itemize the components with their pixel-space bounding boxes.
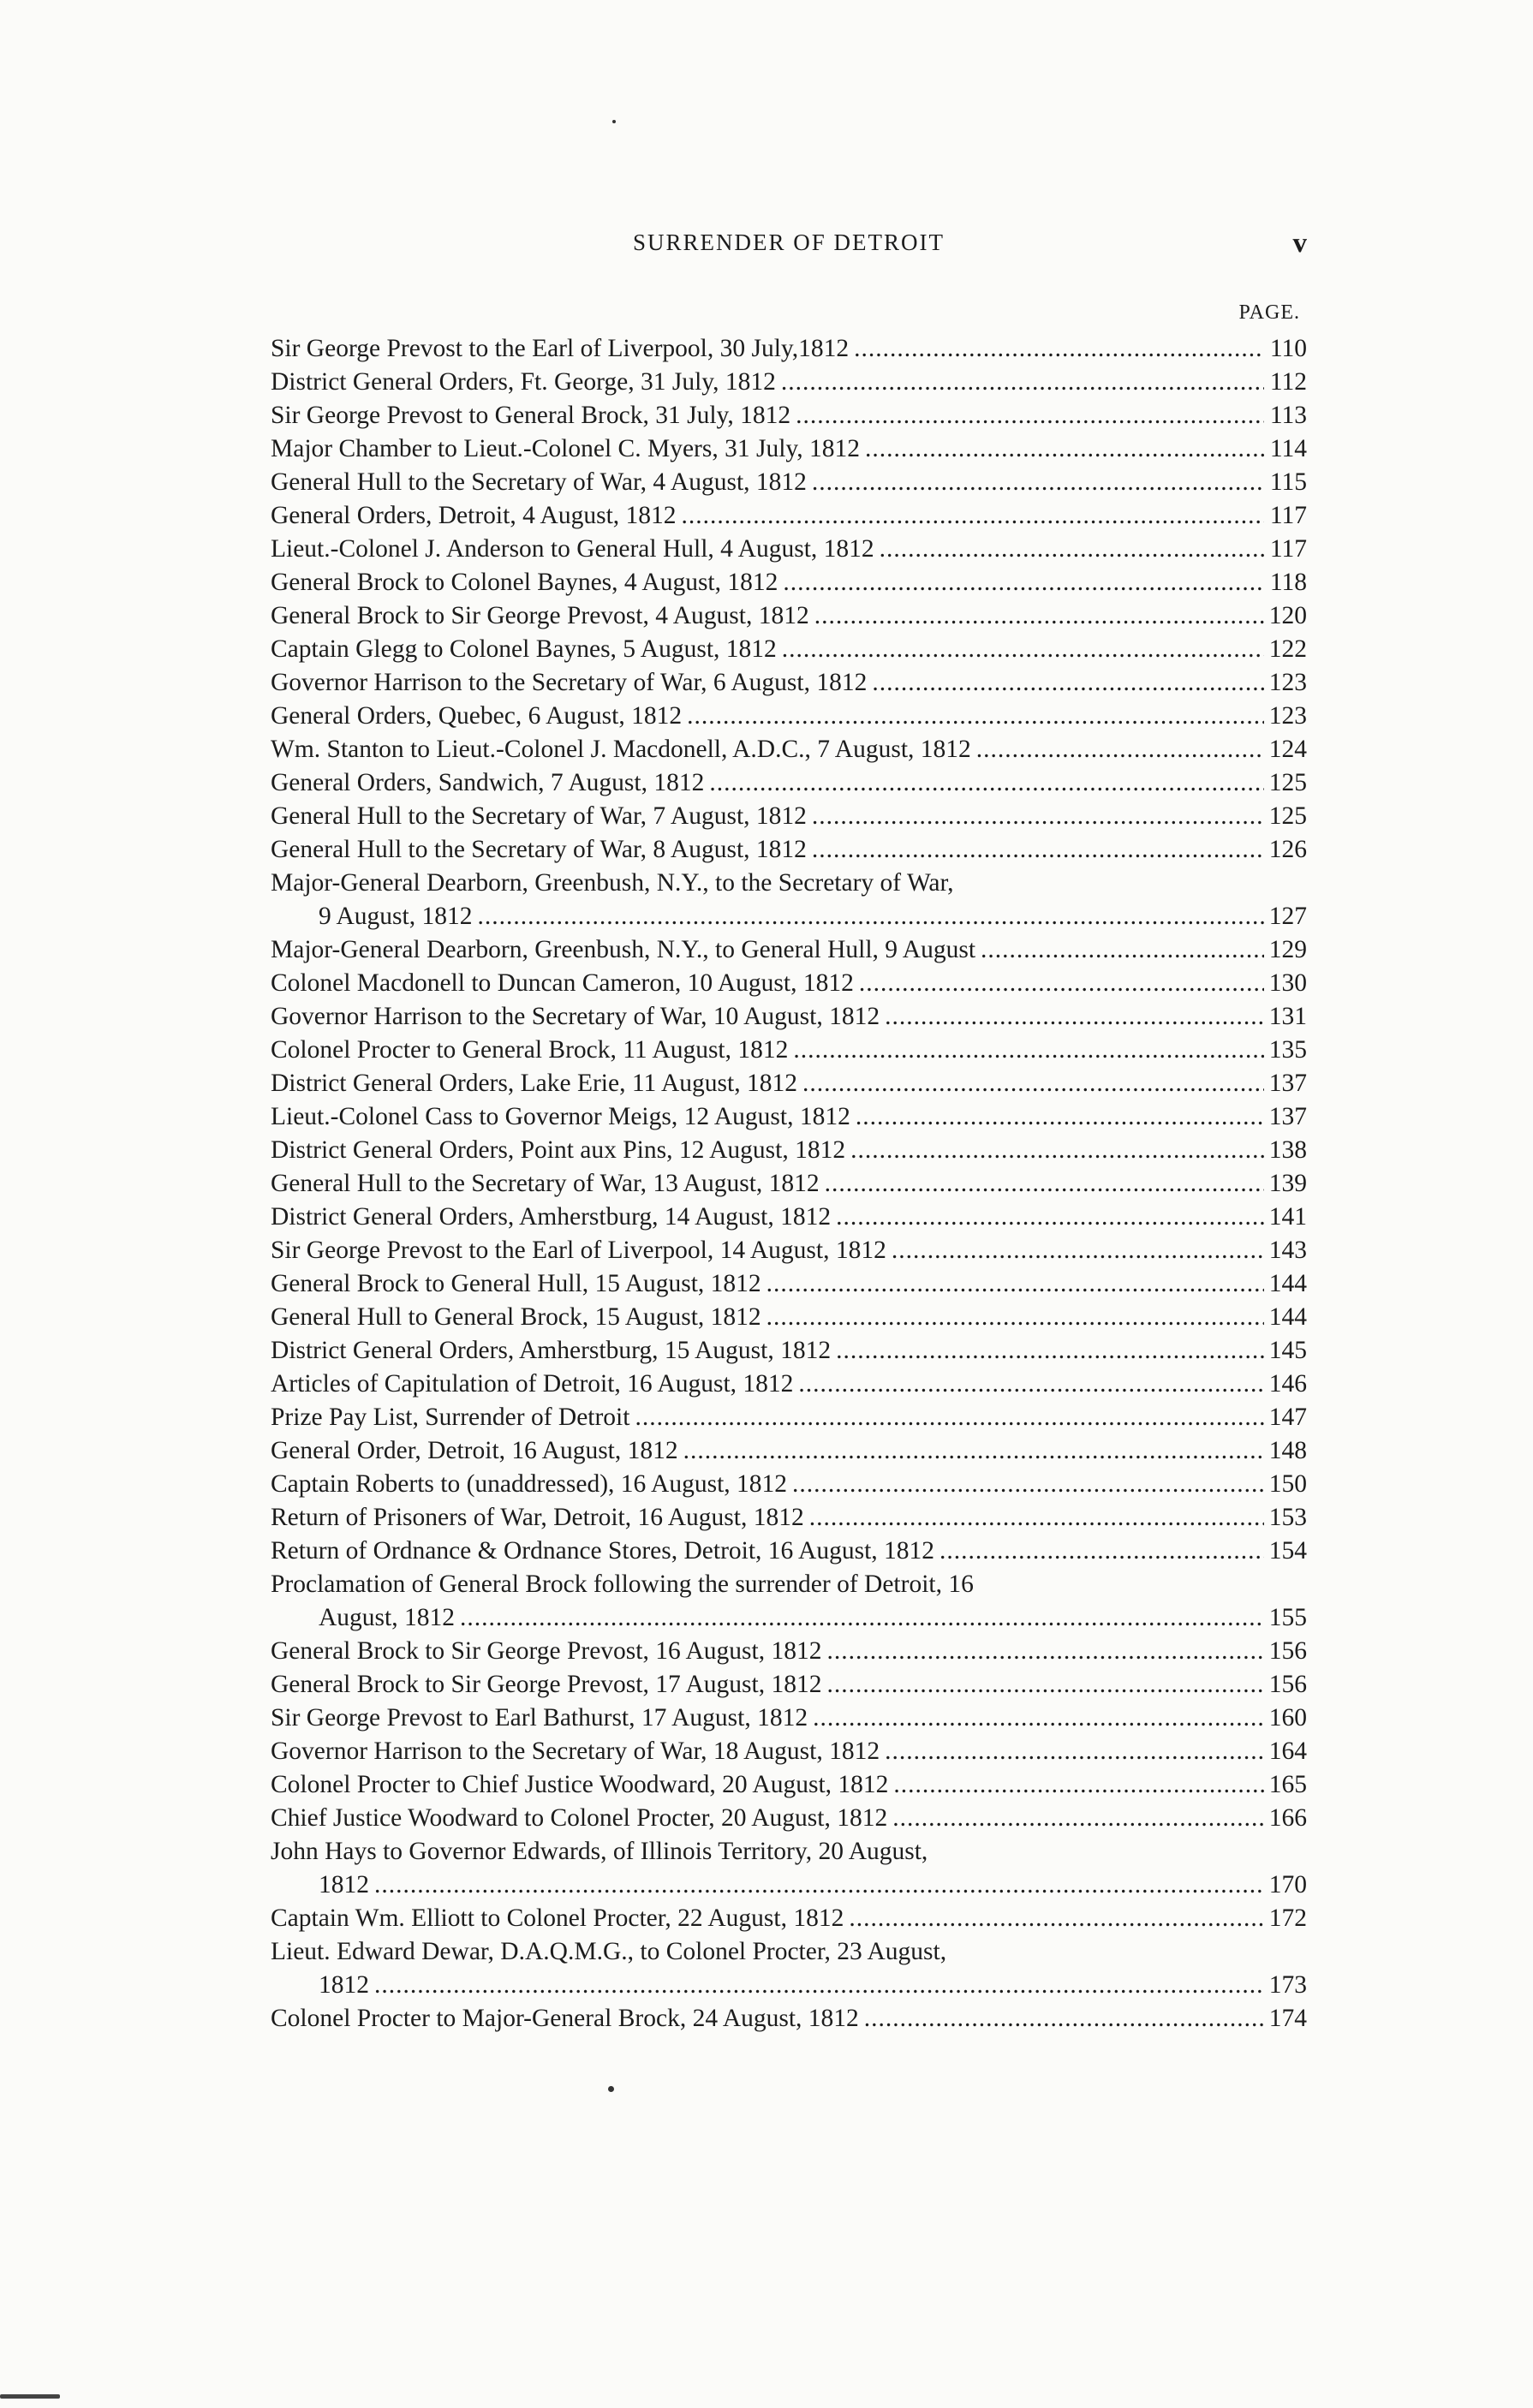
- entry-page-number: 148: [1268, 1437, 1307, 1464]
- dot-leader: [781, 366, 1264, 399]
- entry-title-first-line: Major-General Dearborn, Greenbush, N.Y., to the Secretary of War,: [271, 869, 954, 897]
- toc-entry: [271, 466, 1307, 499]
- toc-entry: [271, 1501, 1307, 1535]
- entry-page-number: 112: [1269, 368, 1307, 396]
- entry-page-number: 123: [1268, 702, 1307, 730]
- toc-entry: [271, 633, 1307, 666]
- toc-entry: [271, 1267, 1307, 1301]
- toc-entry: [271, 599, 1307, 633]
- entry-title: 9 August, 1812: [319, 903, 473, 930]
- dot-leader: [864, 2002, 1264, 2035]
- entry-title: 1812: [319, 1871, 369, 1898]
- toc-entry: [271, 867, 1307, 933]
- entry-title: 1812: [319, 1971, 369, 1999]
- dot-leader: [872, 666, 1263, 700]
- toc-entry: [271, 399, 1307, 432]
- entry-title: Sir George Prevost to the Earl of Liverpool, 30 July,1812: [271, 335, 850, 362]
- entry-page-number: 137: [1268, 1070, 1307, 1097]
- entry-title: General Brock to Sir George Prevost, 4 August, 1812: [271, 602, 809, 629]
- toc-entry: [271, 566, 1307, 599]
- dot-leader: [813, 1702, 1264, 1735]
- toc-entry: [271, 432, 1307, 466]
- dot-leader: [885, 1000, 1264, 1034]
- entry-page-number: 166: [1268, 1804, 1307, 1832]
- entry-page-number: 138: [1268, 1136, 1307, 1164]
- dot-leader: [850, 1134, 1264, 1167]
- toc-entry: [271, 933, 1307, 967]
- entry-page-number: 115: [1269, 468, 1307, 496]
- dot-leader: [892, 1234, 1264, 1267]
- dot-leader: [981, 933, 1264, 967]
- dot-leader: [374, 1969, 1264, 2002]
- toc-entry: [271, 1434, 1307, 1468]
- dot-leader: [939, 1535, 1264, 1568]
- page-folio: v: [1292, 228, 1307, 259]
- entry-title: General Hull to the Secretary of War, 4 August, 1812: [271, 468, 807, 496]
- entry-page-number: 137: [1268, 1103, 1307, 1130]
- entry-title: Captain Glegg to Colonel Baynes, 5 August, 1812: [271, 635, 777, 663]
- toc-entry: [271, 1034, 1307, 1067]
- entry-title: General Brock to Sir George Prevost, 16 August, 1812: [271, 1637, 822, 1665]
- dot-leader: [812, 800, 1264, 833]
- toc-entry: [271, 800, 1307, 833]
- entry-title: Sir George Prevost to General Brock, 31 July, 1812: [271, 402, 791, 429]
- entry-page-number: 144: [1268, 1303, 1307, 1331]
- dot-leader: [826, 1668, 1263, 1702]
- dot-leader: [856, 1100, 1264, 1134]
- scan-speck: [612, 120, 616, 123]
- dot-leader: [880, 533, 1264, 566]
- toc-entry: [271, 1401, 1307, 1434]
- entry-title: General Order, Detroit, 16 August, 1812: [271, 1437, 678, 1464]
- dot-leader: [783, 566, 1264, 599]
- entry-title-first-line: Lieut. Edward Dewar, D.A.Q.M.G., to Colonel Procter, 23 August,: [271, 1938, 947, 1965]
- entry-page-number: 130: [1268, 969, 1307, 997]
- dot-leader: [460, 1601, 1264, 1635]
- entry-title: General Hull to the Secretary of War, 8 August, 1812: [271, 836, 807, 863]
- toc-entry: [271, 1368, 1307, 1401]
- toc-entry: [271, 833, 1307, 867]
- toc-entry: [271, 2002, 1307, 2035]
- entry-page-number: 173: [1268, 1971, 1307, 1999]
- dot-leader: [766, 1267, 1264, 1301]
- entry-title: District General Orders, Point aux Pins, 12 August, 1812: [271, 1136, 846, 1164]
- toc-entry: [271, 766, 1307, 800]
- entry-title: Wm. Stanton to Lieut.-Colonel J. Macdonell, A.D.C., 7 August, 1812: [271, 736, 971, 763]
- entry-page-number: 156: [1268, 1671, 1307, 1698]
- toc-entry: [271, 1100, 1307, 1134]
- entry-page-number: 146: [1268, 1370, 1307, 1398]
- dot-leader: [809, 1501, 1264, 1535]
- dot-leader: [836, 1201, 1264, 1234]
- entry-title: District General Orders, Ft. George, 31 July, 1812: [271, 368, 776, 396]
- toc-entry: [271, 533, 1307, 566]
- entry-title: Return of Ordnance & Ordnance Stores, Detroit, 16 August, 1812: [271, 1537, 935, 1565]
- entry-page-number: 110: [1269, 335, 1307, 362]
- toc-entry: [271, 1535, 1307, 1568]
- entry-title: Colonel Macdonell to Duncan Cameron, 10 August, 1812: [271, 969, 854, 997]
- toc-entry: [271, 1635, 1307, 1668]
- dot-leader: [793, 1034, 1263, 1067]
- toc-entry: [271, 1802, 1307, 1835]
- entry-page-number: 174: [1268, 2005, 1307, 2032]
- entry-page-number: 126: [1268, 836, 1307, 863]
- dot-leader: [683, 1434, 1264, 1468]
- entry-title: General Orders, Detroit, 4 August, 1812: [271, 502, 677, 529]
- entry-page-number: 113: [1269, 402, 1307, 429]
- page-column-label: PAGE.: [1238, 301, 1300, 324]
- entry-title: Articles of Capitulation of Detroit, 16 August, 1812: [271, 1370, 794, 1398]
- entry-page-number: 153: [1268, 1504, 1307, 1531]
- toc-entry: [271, 1201, 1307, 1234]
- toc-entry: [271, 1668, 1307, 1702]
- dot-leader: [854, 332, 1264, 366]
- toc-entry: [271, 700, 1307, 733]
- toc-entry: [271, 1301, 1307, 1334]
- entry-title: General Orders, Sandwich, 7 August, 1812: [271, 769, 705, 796]
- running-title: SURRENDER OF DETROIT: [632, 229, 945, 255]
- entry-title: Governor Harrison to the Secretary of War, 18 August, 1812: [271, 1737, 880, 1765]
- entry-title-first-line: John Hays to Governor Edwards, of Illinois Territory, 20 August,: [271, 1838, 928, 1865]
- table-of-contents: [271, 332, 1307, 2035]
- entry-title: Governor Harrison to the Secretary of War, 10 August, 1812: [271, 1003, 880, 1030]
- entry-title: Prize Pay List, Surrender of Detroit: [271, 1404, 630, 1431]
- dot-leader: [477, 900, 1263, 933]
- entry-page-number: 117: [1269, 502, 1307, 529]
- toc-entry: [271, 1902, 1307, 1935]
- dot-leader: [796, 399, 1264, 432]
- entry-page-number: 160: [1268, 1704, 1307, 1731]
- entry-page-number: 131: [1268, 1003, 1307, 1030]
- entry-page-number: 123: [1268, 669, 1307, 696]
- entry-title: Colonel Procter to General Brock, 11 August, 1812: [271, 1036, 789, 1064]
- entry-title: August, 1812: [319, 1604, 455, 1631]
- entry-title: Colonel Procter to Chief Justice Woodward, 20 August, 1812: [271, 1771, 889, 1798]
- entry-page-number: 135: [1268, 1036, 1307, 1064]
- entry-page-number: 125: [1268, 769, 1307, 796]
- toc-entry: [271, 733, 1307, 766]
- entry-page-number: 170: [1268, 1871, 1307, 1898]
- dot-leader: [782, 633, 1264, 666]
- toc-entry: [271, 1935, 1307, 2002]
- entry-title: Sir George Prevost to the Earl of Liverpool, 14 August, 1812: [271, 1237, 886, 1264]
- dot-leader: [836, 1334, 1264, 1368]
- dot-leader: [825, 1167, 1264, 1201]
- dot-leader: [812, 833, 1264, 867]
- entry-title: Governor Harrison to the Secretary of War, 6 August, 1812: [271, 669, 868, 696]
- toc-entry: [271, 1835, 1307, 1902]
- entry-page-number: 114: [1269, 435, 1307, 462]
- toc-entry: [271, 1702, 1307, 1735]
- entry-title: Major Chamber to Lieut.-Colonel C. Myers, 31 July, 1812: [271, 435, 860, 462]
- toc-entry: [271, 1735, 1307, 1768]
- entry-title: General Brock to Sir George Prevost, 17 August, 1812: [271, 1671, 822, 1698]
- entry-title: Colonel Procter to Major-General Brock, 24 August, 1812: [271, 2005, 859, 2032]
- entry-page-number: 124: [1268, 736, 1307, 763]
- entry-page-number: 172: [1268, 1904, 1307, 1932]
- entry-page-number: 156: [1268, 1637, 1307, 1665]
- dot-leader: [682, 499, 1264, 533]
- toc-entry: [271, 1234, 1307, 1267]
- entry-title: District General Orders, Amherstburg, 15 August, 1812: [271, 1337, 832, 1364]
- entry-page-number: 139: [1268, 1170, 1307, 1197]
- toc-entry: [271, 366, 1307, 399]
- dot-leader: [826, 1635, 1263, 1668]
- entry-title: Captain Roberts to (unaddressed), 16 August, 1812: [271, 1470, 788, 1498]
- toc-entry: [271, 1568, 1307, 1635]
- dot-leader: [859, 967, 1264, 1000]
- entry-title: Captain Wm. Elliott to Colonel Procter, 22 August, 1812: [271, 1904, 844, 1932]
- entry-page-number: 127: [1268, 903, 1307, 930]
- entry-title: Lieut.-Colonel Cass to Governor Meigs, 12 August, 1812: [271, 1103, 850, 1130]
- entry-page-number: 120: [1268, 602, 1307, 629]
- scan-edge-mark: [0, 2394, 60, 2399]
- dot-leader: [892, 1802, 1264, 1835]
- dot-leader: [709, 766, 1263, 800]
- entry-page-number: 145: [1268, 1337, 1307, 1364]
- toc-entry: [271, 499, 1307, 533]
- entry-page-number: 144: [1268, 1270, 1307, 1297]
- entry-title: General Brock to Colonel Baynes, 4 August, 1812: [271, 569, 778, 596]
- dot-leader: [766, 1301, 1264, 1334]
- entry-title: General Hull to the Secretary of War, 13 August, 1812: [271, 1170, 820, 1197]
- entry-page-number: 164: [1268, 1737, 1307, 1765]
- entry-title: Chief Justice Woodward to Colonel Procter, 20 August, 1812: [271, 1804, 888, 1832]
- entry-page-number: 155: [1268, 1604, 1307, 1631]
- dot-leader: [812, 466, 1264, 499]
- entry-page-number: 143: [1268, 1237, 1307, 1264]
- entry-title: General Hull to the Secretary of War, 7 August, 1812: [271, 802, 807, 830]
- dot-leader: [814, 599, 1264, 633]
- entry-title: Sir George Prevost to Earl Bathurst, 17 August, 1812: [271, 1704, 808, 1731]
- entry-page-number: 117: [1269, 535, 1307, 563]
- entry-page-number: 154: [1268, 1537, 1307, 1565]
- toc-entry: [271, 666, 1307, 700]
- dot-leader: [792, 1468, 1264, 1501]
- toc-entry: [271, 1067, 1307, 1100]
- dot-leader: [798, 1368, 1263, 1401]
- entry-title: Major-General Dearborn, Greenbush, N.Y., to General Hull, 9 August: [271, 936, 976, 963]
- toc-entry: [271, 332, 1307, 366]
- entry-page-number: 125: [1268, 802, 1307, 830]
- entry-page-number: 129: [1268, 936, 1307, 963]
- dot-leader: [802, 1067, 1264, 1100]
- entry-title: District General Orders, Lake Erie, 11 August, 1812: [271, 1070, 797, 1097]
- entry-page-number: 165: [1268, 1771, 1307, 1798]
- toc-entry: [271, 1768, 1307, 1802]
- entry-title: Return of Prisoners of War, Detroit, 16 August, 1812: [271, 1504, 804, 1531]
- dot-leader: [865, 432, 1264, 466]
- toc-entry: [271, 1134, 1307, 1167]
- toc-entry: [271, 1000, 1307, 1034]
- running-header: [271, 229, 1307, 264]
- dot-leader: [849, 1902, 1263, 1935]
- entry-page-number: 141: [1268, 1203, 1307, 1231]
- toc-entry: [271, 1468, 1307, 1501]
- toc-entry: [271, 1334, 1307, 1368]
- toc-entry: [271, 967, 1307, 1000]
- dot-leader: [893, 1768, 1263, 1802]
- dot-leader: [976, 733, 1264, 766]
- dot-leader: [885, 1735, 1264, 1768]
- entry-title-first-line: Proclamation of General Brock following the surrender of Detroit, 16: [271, 1571, 974, 1598]
- entry-title: General Brock to General Hull, 15 August, 1812: [271, 1270, 761, 1297]
- dot-leader: [374, 1869, 1264, 1902]
- dot-leader: [687, 700, 1264, 733]
- entry-title: General Orders, Quebec, 6 August, 1812: [271, 702, 683, 730]
- scan-speck: [608, 2086, 614, 2092]
- entry-title: General Hull to General Brock, 15 August, 1812: [271, 1303, 761, 1331]
- entry-page-number: 118: [1269, 569, 1307, 596]
- dot-leader: [635, 1401, 1263, 1434]
- entry-page-number: 122: [1268, 635, 1307, 663]
- entry-title: Lieut.-Colonel J. Anderson to General Hull, 4 August, 1812: [271, 535, 874, 563]
- entry-title: District General Orders, Amherstburg, 14 August, 1812: [271, 1203, 832, 1231]
- entry-page-number: 147: [1268, 1404, 1307, 1431]
- toc-entry: [271, 1167, 1307, 1201]
- entry-page-number: 150: [1268, 1470, 1307, 1498]
